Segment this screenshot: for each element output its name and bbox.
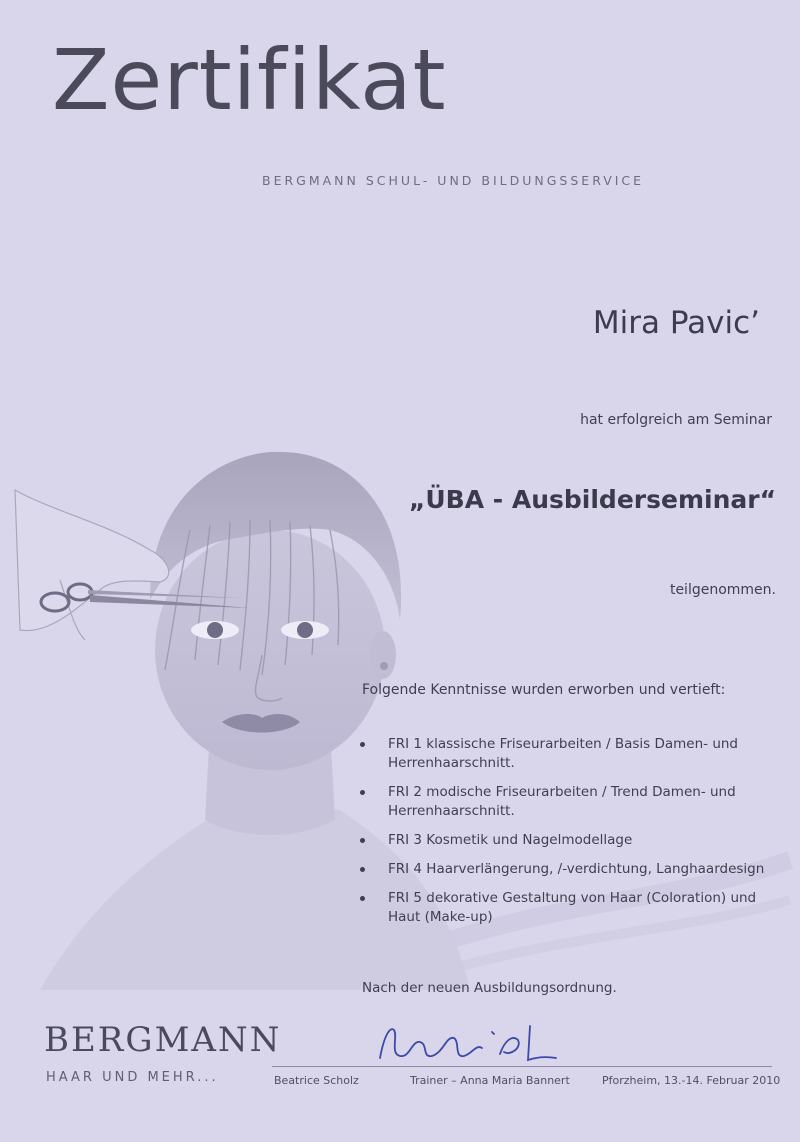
- signer-trainer: Trainer – Anna Maria Bannert: [410, 1074, 570, 1087]
- training-note: Nach der neuen Ausbildungsordnung.: [362, 980, 617, 996]
- seminar-title: „ÜBA - Ausbilderseminar“: [408, 485, 776, 514]
- signer-left: Beatrice Scholz: [274, 1074, 359, 1087]
- bullet-icon: [360, 790, 365, 795]
- certificate-title: Zertifikat: [52, 31, 447, 129]
- place-date: Pforzheim, 13.-14. Februar 2010: [602, 1074, 781, 1087]
- skill-text: FRI 2 modische Friseurarbeiten / Trend Damen- und Herrenhaarschnitt.: [388, 784, 736, 819]
- skill-item: [360, 831, 780, 850]
- skill-item: [360, 783, 780, 821]
- signature-line: [272, 1066, 772, 1067]
- skill-text: FRI 3 Kosmetik und Nagelmodellage: [388, 832, 633, 848]
- skill-text: FRI 1 klassische Friseurarbeiten / Basis Damen- und Herrenhaarschnitt.: [388, 736, 738, 771]
- bullet-icon: [360, 896, 365, 901]
- skills-list: [360, 735, 780, 937]
- bullet-icon: [360, 838, 365, 843]
- recipient-name: Mira Pavic’: [592, 305, 760, 341]
- skill-item: [360, 889, 780, 927]
- skill-text: FRI 4 Haarverlängerung, /-verdichtung, Langhaardesign: [388, 861, 765, 877]
- issuer-name: BERGMANN SCHUL- UND BILDUNGSSERVICE: [262, 173, 645, 188]
- brand-logo: BERGMANN: [44, 1020, 282, 1060]
- bullet-icon: [360, 867, 365, 872]
- intro-text: hat erfolgreich am Seminar: [580, 412, 772, 428]
- brand-tagline: HAAR UND MEHR...: [46, 1070, 219, 1085]
- participation-text: teilgenommen.: [669, 582, 776, 598]
- skills-heading: Folgende Kenntnisse wurden erworben und vertieft:: [362, 682, 726, 698]
- skill-text: FRI 5 dekorative Gestaltung von Haar (Coloration) und Haut (Make-up): [388, 890, 757, 925]
- skill-item: [360, 860, 780, 879]
- bullet-icon: [360, 742, 365, 747]
- skill-item: [360, 735, 780, 773]
- signature-image: [372, 1018, 562, 1070]
